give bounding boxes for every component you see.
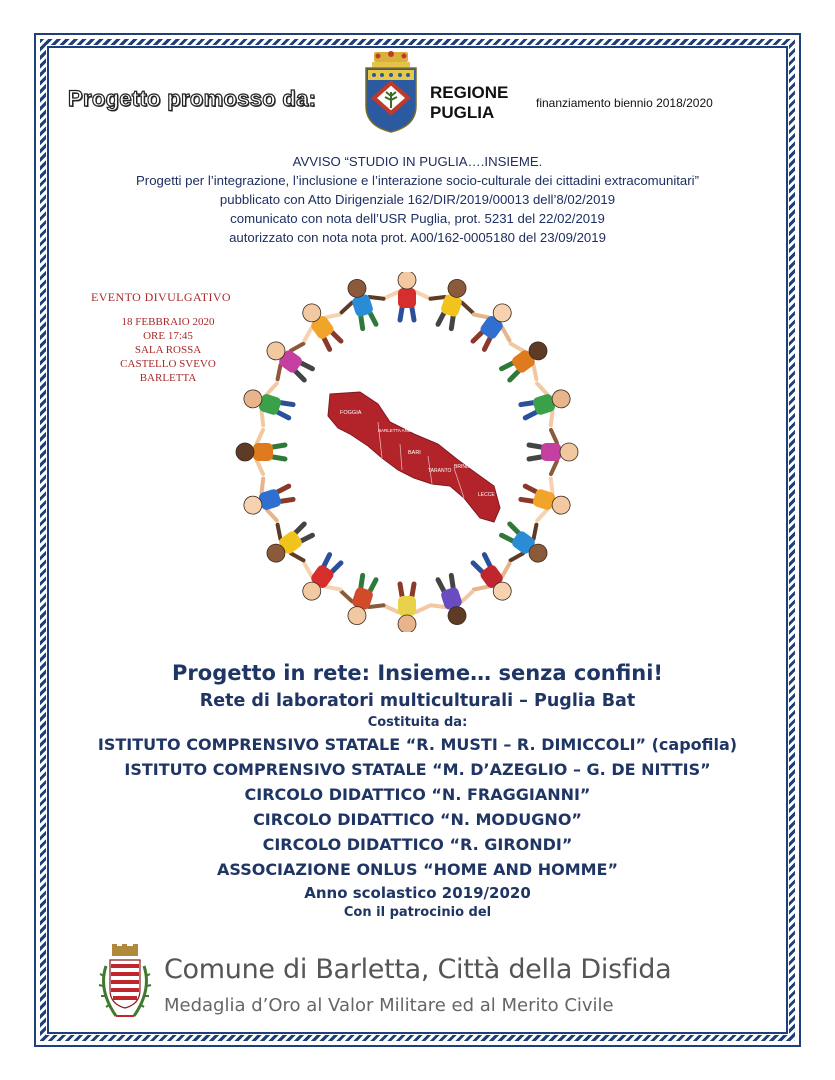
school-year: Anno scolastico 2019/2020 [304,884,531,902]
project-block [40,658,795,922]
project-subtitle: Rete di laboratori multiculturali – Puglia Bat [199,691,636,711]
notice-block [40,152,795,247]
regione-puglia-crest-icon [362,50,420,134]
map-label-lecce: LECCE [478,492,495,498]
member-item: CIRCOLO DIDATTICO “N. FRAGGIANNI” [244,785,591,804]
map-label-bat: BARLETTA ANDRIA TRANI [378,428,434,433]
child-head [398,272,416,289]
member-item: ISTITUTO COMPRENSIVO STATALE “M. D’AZEGLIO – G. DE NITTIS” [124,760,711,779]
event-title: EVENTO DIVULGATIVO [91,290,231,304]
notice-line-2: Progetti per l’integrazione, l’inclusione e l’interazione socio-culturale dei cittadini extracomunitari” [136,173,699,188]
event-city: BARLETTA [139,372,197,384]
child-figure [424,273,481,333]
child-head [236,443,254,461]
comune-medal: Medaglia d’Oro al Valor Militare ed al Merito Civile [164,995,614,1016]
map-label-bari: BARI [408,450,421,456]
child-figure [238,472,298,529]
child-body [541,443,561,461]
event-info [66,290,256,385]
funding-note: finanziamento biennio 2018/2020 [536,96,713,110]
child-figure [256,328,322,392]
child-body [253,443,273,461]
child-figure [385,584,429,632]
child-figure [516,472,576,529]
child-figure [493,512,559,576]
event-date: 18 FEBBRAIO 2020 [121,316,215,328]
event-room: SALA ROSSA [134,344,202,356]
patronage-note: Con il patrocinio del [343,905,492,920]
child-head [398,615,416,632]
notice-line-3: pubblicato con Atto Dirigenziale 162/DIR/2019/00013 dell’8/02/2019 [219,192,616,207]
children-ring-illustration [232,272,582,632]
map-label-foggia: FOGGIA [340,410,362,416]
child-figure [333,273,390,333]
child-legs [400,584,414,596]
child-head [560,443,578,461]
event-venue: CASTELLO SVEVO [120,358,216,370]
member-item: CIRCOLO DIDATTICO “R. GIRONDI” [262,835,573,854]
child-figure [529,430,578,474]
child-figure [424,571,481,631]
barletta-coat-of-arms-icon [96,942,154,1026]
child-legs [400,308,414,320]
notice-line-4: comunicato con nota dell’USR Puglia, prot. 5231 del 22/02/2019 [230,211,605,226]
region-line-2: PUGLIA [430,103,495,122]
comune-name: Comune di Barletta, Città della Disfida [164,954,672,985]
regione-puglia-name [430,83,508,123]
notice-line-1: AVVISO “STUDIO IN PUGLIA….INSIEME. [292,154,543,169]
map-label-taranto: TARANTO [428,468,452,474]
member-item: ISTITUTO COMPRENSIVO STATALE “R. MUSTI – R. DIMICCOLI” (capofila) [97,735,738,754]
event-time: ORE 17:45 [143,330,193,342]
child-body [398,288,416,308]
region-line-1: REGIONE [430,83,509,102]
child-figure [236,430,285,474]
child-figure [238,375,298,432]
project-title: Progetto in rete: Insieme… senza confini! [172,661,663,685]
member-item: CIRCOLO DIDATTICO “N. MODUGNO” [253,810,582,829]
child-body [398,596,416,616]
notice-line-5: autorizzato con nota nota prot. A00/162-0005180 del 23/09/2019 [229,230,606,245]
child-figure [493,328,559,392]
child-figure [333,571,390,631]
child-figure [385,272,429,320]
child-legs [273,445,285,459]
comune-block [164,952,671,1020]
puglia-map [328,392,500,522]
map-label-brindisi: BRINDISI [454,464,476,470]
promoted-by-heading: Progetto promosso da: [68,86,317,111]
child-figure [516,375,576,432]
member-item: ASSOCIAZIONE ONLUS “HOME AND HOMME” [217,860,618,879]
constituted-by: Costituita da: [367,715,468,730]
child-legs [529,445,541,459]
child-figure [256,512,322,576]
